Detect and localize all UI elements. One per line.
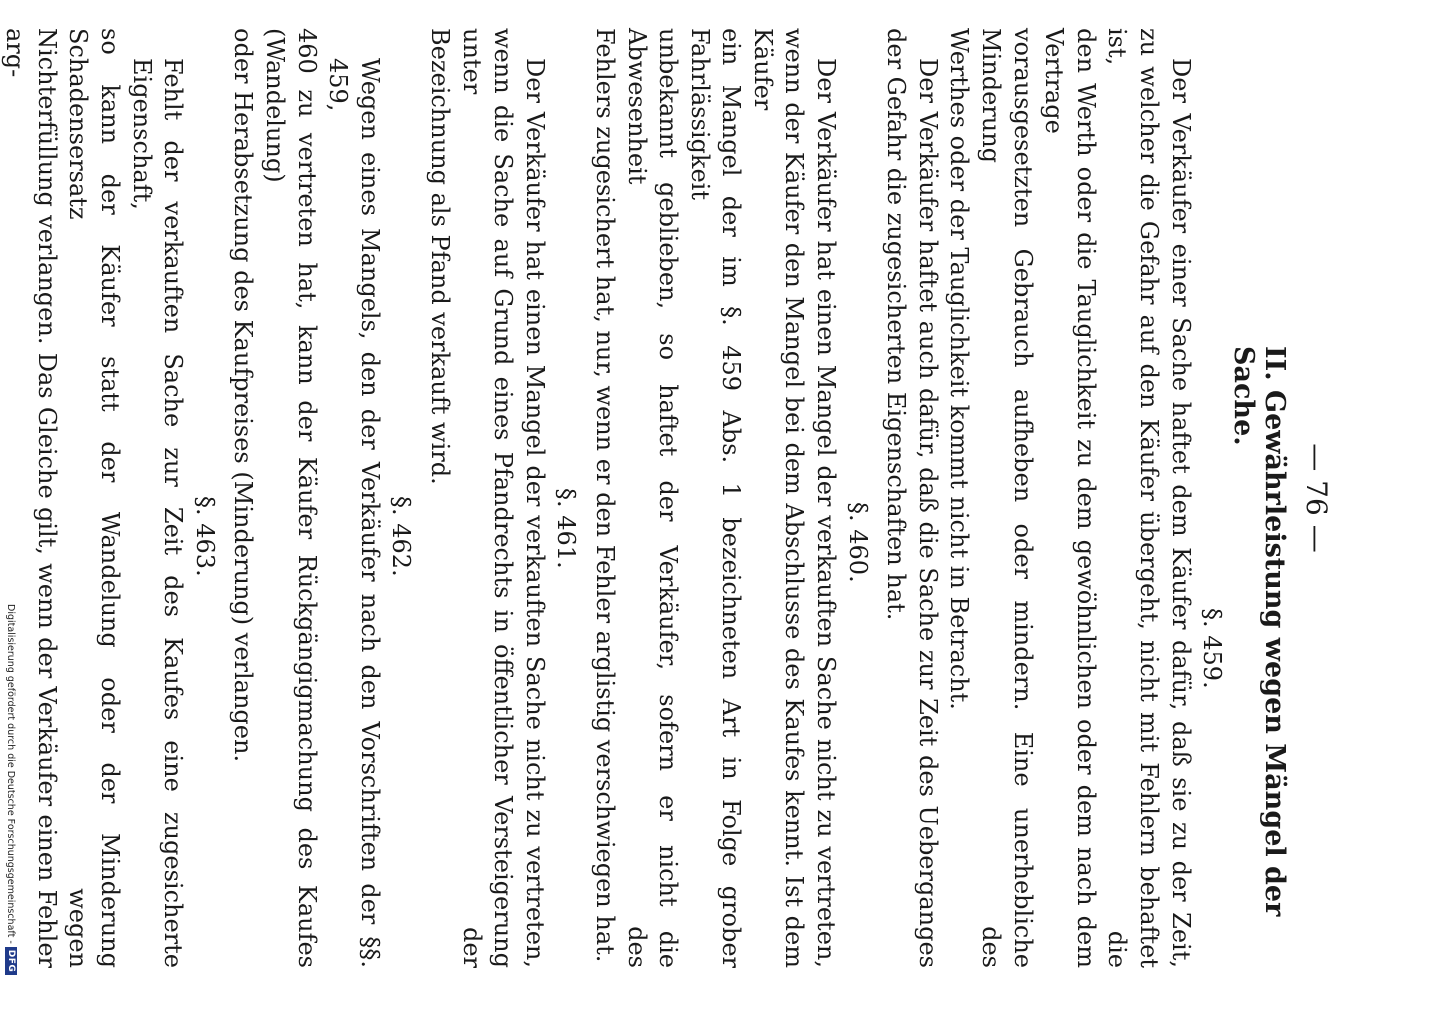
paragraph-line: Der Verkäufer haftet auch dafür, daß die Sache zur Zeit des Ueberganges: [913, 58, 942, 968]
paragraph-line: Der Verkäufer hat einen Mangel der verkauften Sache nicht zu vertreten,: [812, 58, 841, 968]
paragraph-number: §. 463.: [190, 496, 219, 577]
paragraph-line: wenn der Käufer den Mangel bei dem Abschlusse des Kaufes kennt. Ist dem Käufer: [748, 28, 809, 968]
paragraph-section: [220, 28, 417, 968]
digitization-footer: [5, 604, 17, 975]
paragraph-line: Bezeichnung als Pfand verkauft wird.: [425, 28, 454, 485]
paragraph-number: §. 462.: [387, 496, 416, 577]
paragraph-section: [873, 28, 1228, 968]
paragraph-section: [0, 28, 220, 968]
paragraph-number: §. 460.: [843, 502, 872, 583]
paragraph-spacer: [873, 28, 880, 968]
paragraph-line: Werthes oder der Tauglichkeit kommt nicht in Betracht.: [945, 28, 974, 710]
paragraph-line: den Werth oder die Tauglichkeit zu dem gewöhnlichen oder dem nach dem Vertrage: [1040, 28, 1100, 968]
paragraph-number: §. 461.: [552, 488, 581, 569]
paragraph-line: Der Verkäufer einer Sache haftet dem Käufer dafür, daß sie zu der Zeit,: [1166, 58, 1195, 968]
paragraph-line: wenn die Sache auf Grund eines Pfandrechts in öffentlicher Versteigerung unter der: [457, 28, 518, 968]
paragraph-line: unbekannt geblieben, so haftet der Verkäufer, sofern er nicht die Abwesenheit des: [622, 28, 683, 968]
paragraph-section: [416, 28, 581, 968]
paragraph-line: Nichterfüllung verlangen. Das Gleiche gilt, wenn der Verkäufer einen Fehler arg-: [1, 28, 61, 968]
paragraph-line: 460 zu vertreten hat, kann der Käufer Rückgängigmachung des Kaufes (Wandelung): [261, 28, 321, 968]
paragraph-line: der Gefahr die zugesicherten Eigenschaften hat.: [882, 28, 911, 621]
paragraph-line: oder Herabsetzung des Kaufpreises (Minderung) verlangen.: [229, 28, 258, 763]
paragraph-spacer: [416, 28, 423, 968]
paragraphs-container: [0, 28, 1227, 968]
paragraph-spacer: [581, 28, 588, 968]
paragraph-line: Fehlt der verkauften Sache zur Zeit des Kaufes eine zugesicherte Eigenschaft,: [127, 58, 188, 968]
paragraph-line: ein Mangel der im §. 459 Abs. 1 bezeichneten Art in Folge grober Fahrlässigkeit: [685, 28, 746, 968]
paragraph-line: so kann der Käufer statt der Wandelung oder der Minderung Schadensersatz wegen: [64, 28, 125, 968]
paragraph-line: Wegen eines Mangels, den der Verkäufer nach den Vorschriften der §§. 459,: [324, 58, 384, 968]
page-number: — 76 —: [1300, 443, 1333, 553]
paragraph-number: §. 459.: [1198, 608, 1227, 689]
dfg-logo-icon: DFG: [5, 947, 17, 976]
section-title: II. Gewährleistung wegen Mängel der Sache.: [1227, 346, 1291, 917]
paragraph-line: zu welcher die Gefahr auf den Käufer übergeht, nicht mit Fehlern behaftet ist, die: [1103, 28, 1164, 968]
paragraph-line: Der Verkäufer hat einen Mangel der verkauften Sache nicht zu vertreten,: [520, 58, 549, 968]
paragraph-line: vorausgesetzten Gebrauch aufheben oder mindern. Eine unerhebliche Minderung des: [977, 28, 1037, 968]
paragraph-section: [581, 28, 872, 968]
paragraph-line: Fehlers zugesichert hat, nur, wenn er den Fehler arglistig verschwiegen hat.: [590, 28, 619, 963]
footer-text: Digitalisierung gefördert durch die Deutsche Forschungsgemeinschaft -: [5, 604, 17, 944]
paragraph-spacer: [220, 28, 227, 968]
